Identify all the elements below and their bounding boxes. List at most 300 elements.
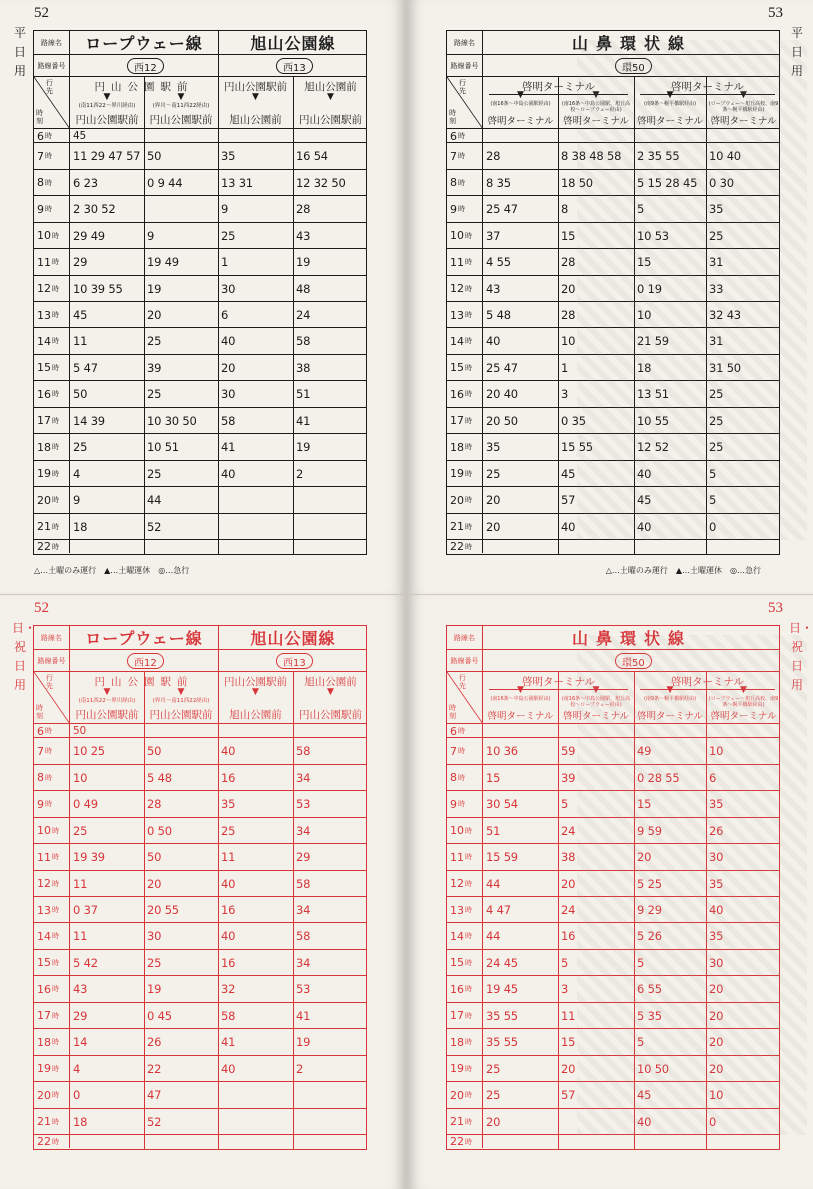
down-arrow-icon: ▼ — [177, 92, 185, 102]
departure-times: 5 26 — [637, 929, 662, 944]
hour-cell — [447, 1003, 483, 1029]
hour-cell — [34, 1056, 70, 1082]
via-route: (南9条〜幌平橋駅経由) — [643, 101, 697, 107]
departure-times: 40 — [221, 1061, 236, 1076]
departure-times: 50 — [73, 387, 88, 402]
page-number: 52 — [34, 600, 49, 616]
down-arrow-icon: ▼ — [666, 685, 674, 695]
departure-times: 25 — [486, 1088, 501, 1103]
column-divider — [144, 724, 145, 1149]
hour-number: 16 — [450, 387, 464, 401]
hour-label: 時刻 — [449, 704, 456, 720]
departure-times: 10 50 — [637, 1061, 669, 1076]
hour-number: 21 — [37, 520, 51, 534]
destination-top: 円山公園駅前 — [224, 81, 287, 93]
departure-times — [218, 1135, 293, 1148]
hour-number: 15 — [450, 361, 464, 375]
destination-bottom: 啓明ターミナル — [636, 711, 704, 722]
hour-suffix: 時 — [45, 727, 52, 735]
hour-number: 7 — [450, 744, 457, 758]
departure-times: 58 — [296, 744, 311, 759]
departure-times: 19 — [296, 255, 311, 270]
hour-number: 19 — [37, 467, 51, 481]
departure-times: 28 — [147, 797, 162, 812]
hour-label: 時刻 — [36, 109, 43, 125]
departure-times: 35 — [709, 876, 724, 891]
departure-times: 40 — [221, 334, 236, 349]
departure-times: 15 — [637, 797, 652, 812]
departure-times: 20 — [709, 1035, 724, 1050]
departure-times: 30 — [709, 955, 724, 970]
departure-times — [70, 1135, 144, 1148]
departure-times: 26 — [709, 823, 724, 838]
departure-times: 34 — [296, 955, 311, 970]
hour-cell — [34, 514, 70, 540]
departure-times: 11 — [73, 929, 88, 944]
hour-number: 6 — [450, 724, 457, 738]
hour-cell — [447, 897, 483, 923]
departure-times: 14 39 — [73, 413, 105, 428]
departure-times: 4 — [73, 1061, 81, 1076]
departure-times: 0 9 44 — [147, 175, 183, 190]
departure-times: 38 — [561, 850, 576, 865]
departure-times: 58 — [221, 413, 236, 428]
hour-cell — [447, 196, 483, 222]
departure-times: 0 28 55 — [637, 770, 680, 785]
departure-times: 51 — [296, 387, 311, 402]
departure-times: 53 — [296, 982, 311, 997]
hour-suffix: 時 — [465, 311, 472, 320]
hour-cell — [447, 923, 483, 949]
departure-times: 19 — [147, 281, 162, 296]
hour-number: 18 — [450, 440, 464, 454]
departure-times: 11 29 47 57 — [73, 149, 141, 164]
departure-times: 16 — [221, 955, 236, 970]
destination-row — [34, 77, 366, 129]
hour-number: 22 — [37, 1135, 51, 1148]
departure-times: 57 — [561, 493, 576, 508]
hour-number: 8 — [450, 176, 457, 190]
destination-group: 啓明ターミナル — [640, 79, 775, 95]
departure-times: 29 — [73, 1008, 88, 1023]
departure-times — [634, 1135, 706, 1148]
hour-cell — [447, 328, 483, 354]
hour-suffix: 時 — [465, 1011, 472, 1020]
departure-times: 26 — [147, 1035, 162, 1050]
number-label: 路線番号 — [34, 650, 70, 671]
departure-times: 51 — [486, 823, 501, 838]
departure-times: 50 — [73, 725, 86, 737]
hour-cell — [34, 196, 70, 222]
hour-number: 8 — [37, 176, 44, 190]
departure-times: 39 — [147, 360, 162, 375]
departure-times: 40 — [637, 1114, 652, 1129]
departure-times: 20 40 — [486, 387, 518, 402]
departure-times: 25 — [709, 413, 724, 428]
departure-times: 59 — [561, 744, 576, 759]
route-name-row — [447, 31, 779, 55]
hour-suffix: 時 — [465, 1137, 472, 1146]
hour-suffix: 時 — [52, 337, 59, 346]
hour-number: 12 — [37, 282, 51, 296]
column-divider — [706, 672, 707, 723]
hour-suffix: 時 — [458, 800, 465, 809]
hour-number: 7 — [37, 149, 44, 163]
hour-number: 8 — [450, 771, 457, 785]
route-number-row — [447, 650, 779, 672]
destination-bottom: 円山公園駅前 — [75, 114, 139, 126]
route-label: 路線名 — [34, 626, 70, 649]
hour-number: 9 — [450, 202, 457, 216]
dest-label: 行先 — [46, 674, 53, 690]
column-divider — [218, 129, 219, 554]
hour-number: 9 — [37, 202, 44, 216]
departure-times — [144, 196, 218, 222]
departure-times: 58 — [296, 929, 311, 944]
departure-times: 25 — [709, 387, 724, 402]
route-number-badge: 西12 — [127, 653, 164, 669]
departure-times: 4 — [73, 466, 81, 481]
hour-cell — [34, 1082, 70, 1108]
hour-cell — [34, 143, 70, 169]
page-number: 53 — [768, 5, 783, 21]
departure-times — [218, 1109, 293, 1135]
departure-times: 25 47 — [486, 360, 518, 375]
departure-times: 5 42 — [73, 955, 98, 970]
hour-suffix: 時 — [52, 258, 59, 267]
column-divider — [558, 129, 559, 554]
departure-times: 0 30 — [709, 175, 734, 190]
departure-times: 19 45 — [486, 982, 518, 997]
via-route: (界川〜南11西22経由) — [152, 698, 210, 704]
hour-cell — [34, 461, 70, 487]
departure-times: 19 — [147, 982, 162, 997]
hour-number: 22 — [450, 1135, 464, 1148]
hour-cell — [34, 976, 70, 1002]
departure-times: 16 — [561, 929, 576, 944]
departure-times: 44 — [486, 876, 501, 891]
departure-times: 10 36 — [486, 744, 518, 759]
departure-times: 29 — [73, 255, 88, 270]
departure-times: 52 — [147, 1114, 162, 1129]
via-route: (南11西22〜界川経由) — [78, 103, 136, 109]
hour-suffix: 時 — [52, 1091, 59, 1100]
hour-number: 6 — [37, 724, 44, 738]
down-arrow-icon: ▼ — [740, 90, 747, 100]
hour-number: 17 — [37, 1009, 51, 1023]
hour-suffix: 時 — [52, 469, 59, 478]
hour-cell — [34, 129, 70, 143]
destination-bottom: 啓明ターミナル — [710, 711, 777, 722]
hour-cell — [447, 487, 483, 513]
route-number-row — [447, 55, 779, 77]
departure-times — [483, 540, 558, 553]
departure-times: 25 — [73, 440, 88, 455]
hour-label: 時刻 — [449, 109, 456, 125]
hour-number: 14 — [450, 334, 464, 348]
departure-times: 11 — [73, 334, 88, 349]
dest-hour-label — [447, 672, 483, 723]
departure-times — [706, 129, 781, 143]
hour-suffix: 時 — [45, 152, 52, 161]
hour-number: 8 — [37, 771, 44, 785]
route-name: 山鼻環状線 — [571, 34, 692, 53]
destination-bottom: 円山公園駅前 — [149, 709, 213, 721]
hour-suffix: 時 — [52, 985, 59, 994]
hour-number: 7 — [450, 149, 457, 163]
hour-suffix: 時 — [52, 879, 59, 888]
hour-number: 14 — [37, 929, 51, 943]
hour-suffix: 時 — [465, 958, 472, 967]
departure-times: 10 53 — [637, 228, 669, 243]
departure-times: 2 — [296, 1061, 304, 1076]
route-number-badge: 環50 — [615, 58, 652, 74]
destination-bottom: 円山公園駅前 — [75, 709, 139, 721]
departure-times — [70, 540, 144, 553]
hour-cell — [34, 302, 70, 328]
hour-suffix: 時 — [465, 284, 472, 293]
hour-suffix: 時 — [465, 231, 472, 240]
hour-cell — [34, 540, 70, 553]
departure-times: 13 51 — [637, 387, 669, 402]
departure-times: 15 59 — [486, 850, 518, 865]
departure-times: 8 35 — [486, 175, 511, 190]
departure-times: 45 — [73, 130, 86, 142]
number-label: 路線番号 — [447, 650, 483, 671]
hour-number: 10 — [37, 229, 51, 243]
departure-times: 40 — [221, 744, 236, 759]
hour-suffix: 時 — [465, 390, 472, 399]
side-label: 平日用 — [13, 26, 26, 78]
departure-times: 9 59 — [637, 823, 662, 838]
departure-times: 2 35 55 — [637, 149, 680, 164]
departure-times: 1 — [221, 255, 229, 270]
hour-number: 16 — [450, 982, 464, 996]
departure-times: 20 — [561, 876, 576, 891]
departure-times: 20 — [709, 982, 724, 997]
hour-cell — [447, 355, 483, 381]
hour-cell — [447, 1029, 483, 1055]
departure-times — [706, 724, 781, 738]
hour-cell — [447, 764, 483, 790]
departure-times: 31 50 — [709, 360, 741, 375]
departure-times: 40 — [221, 929, 236, 944]
departure-times: 16 — [221, 903, 236, 918]
departure-times: 6 — [221, 308, 229, 323]
column-divider — [558, 724, 559, 1149]
departure-times: 25 — [709, 228, 724, 243]
departure-times: 44 — [147, 493, 162, 508]
down-arrow-icon: ▼ — [252, 687, 259, 697]
destination-top: 円山公園駅前 — [224, 676, 287, 688]
departure-times: 40 — [221, 876, 236, 891]
departure-times: 31 — [709, 255, 724, 270]
hour-cell — [447, 870, 483, 896]
departure-times: 38 — [296, 360, 311, 375]
route-number-badge: 環50 — [615, 653, 652, 669]
departure-times: 10 25 — [73, 744, 105, 759]
departure-times: 5 — [637, 202, 645, 217]
hour-cell — [34, 328, 70, 354]
departure-times: 39 — [561, 770, 576, 785]
destination-top: 旭山公園前 — [304, 81, 357, 93]
destination-bottom: 円山公園駅前 — [299, 709, 362, 721]
hour-suffix: 時 — [52, 958, 59, 967]
hour-suffix: 時 — [465, 258, 472, 267]
departure-times: 20 — [147, 876, 162, 891]
departure-times: 22 — [147, 1061, 162, 1076]
column-divider — [144, 129, 145, 554]
dest-label: 行先 — [46, 79, 53, 95]
departure-times: 1 — [561, 360, 569, 375]
departure-times: 20 — [221, 360, 236, 375]
hour-cell — [447, 1135, 483, 1148]
departure-times: 15 — [561, 1035, 576, 1050]
timetable — [446, 625, 780, 1150]
hour-cell — [447, 408, 483, 434]
route-divider — [218, 626, 219, 649]
hour-number: 17 — [37, 414, 51, 428]
hour-cell — [447, 461, 483, 487]
column-divider — [218, 724, 219, 1149]
left-page — [0, 595, 406, 1189]
departure-times — [293, 1135, 368, 1148]
hour-suffix: 時 — [52, 1038, 59, 1047]
hour-cell — [34, 487, 70, 513]
dest-hour-label — [34, 77, 70, 128]
right-page — [407, 595, 813, 1189]
hour-cell — [34, 817, 70, 843]
hour-cell — [34, 791, 70, 817]
hour-number: 21 — [37, 1115, 51, 1129]
departure-times: 53 — [296, 797, 311, 812]
route-number-row — [34, 55, 366, 77]
departure-times: 0 37 — [73, 903, 98, 918]
departure-times: 30 54 — [486, 797, 518, 812]
holiday-spread — [0, 595, 813, 1189]
departure-times: 0 — [709, 519, 717, 534]
hour-suffix: 時 — [465, 522, 472, 531]
hour-number: 13 — [37, 308, 51, 322]
departure-times: 19 49 — [147, 255, 179, 270]
departure-times: 35 — [221, 797, 236, 812]
route-label: 路線名 — [447, 31, 483, 54]
hour-cell — [34, 738, 70, 764]
departure-times: 25 — [709, 440, 724, 455]
departure-times — [218, 540, 293, 553]
hour-cell — [447, 129, 483, 143]
departure-times: 11 — [221, 850, 236, 865]
hour-suffix: 時 — [465, 443, 472, 452]
departure-times: 15 — [486, 770, 501, 785]
departure-times — [558, 540, 634, 553]
departure-times — [634, 129, 706, 143]
destination-group: 啓明ターミナル — [640, 674, 775, 690]
via-route: (南16条〜中島公園駅、旭丘高校〜ロープウェー経由) — [561, 101, 631, 113]
hour-number: 20 — [450, 1088, 464, 1102]
route-number-badge: 西13 — [276, 653, 313, 669]
hour-number: 14 — [37, 334, 51, 348]
hour-number: 22 — [37, 540, 51, 553]
route-name-row — [447, 626, 779, 650]
departure-times: 35 55 — [486, 1008, 518, 1023]
departure-times: 50 — [147, 850, 162, 865]
departure-times: 45 — [637, 493, 652, 508]
hour-cell — [34, 249, 70, 275]
departure-times: 5 47 — [73, 360, 98, 375]
departure-times: 52 — [147, 519, 162, 534]
departure-times: 34 — [296, 770, 311, 785]
via-route: (南9条〜幌平橋駅経由) — [643, 696, 697, 702]
hour-suffix: 時 — [465, 416, 472, 425]
hour-cell — [447, 976, 483, 1002]
hour-suffix: 時 — [52, 1117, 59, 1126]
departure-times: 11 — [561, 1008, 576, 1023]
hour-suffix: 時 — [52, 231, 59, 240]
departure-times: 41 — [221, 440, 236, 455]
departure-times: 12 52 — [637, 440, 669, 455]
departure-times — [218, 724, 293, 738]
departure-times: 34 — [296, 903, 311, 918]
hour-number: 20 — [37, 493, 51, 507]
page-number: 52 — [34, 5, 49, 21]
hour-cell — [447, 724, 483, 738]
departure-times: 6 — [709, 770, 717, 785]
destination-row — [447, 77, 779, 129]
departure-times: 8 38 48 58 — [561, 149, 622, 164]
departure-times: 25 — [221, 823, 236, 838]
departure-times: 0 35 — [561, 413, 586, 428]
departure-times: 45 — [561, 466, 576, 481]
departure-times: 33 — [709, 281, 724, 296]
hour-suffix: 時 — [52, 1137, 59, 1146]
departure-times: 6 23 — [73, 175, 98, 190]
left-page — [0, 0, 406, 594]
hour-suffix: 時 — [45, 178, 52, 187]
hour-number: 15 — [37, 956, 51, 970]
destination-row — [447, 672, 779, 724]
timetable — [446, 30, 780, 555]
departure-times: 24 — [561, 903, 576, 918]
route-number-row — [34, 650, 366, 672]
hour-number: 16 — [37, 982, 51, 996]
departure-times: 25 — [147, 387, 162, 402]
destination-bottom: 啓明ターミナル — [710, 116, 777, 127]
departure-times: 9 — [73, 493, 81, 508]
column-divider — [634, 724, 635, 1149]
departure-times — [293, 514, 368, 540]
hour-cell — [34, 222, 70, 248]
departure-times: 0 — [709, 1114, 717, 1129]
departure-times: 40 — [637, 519, 652, 534]
departure-times — [218, 514, 293, 540]
departure-times — [706, 1135, 781, 1148]
hour-number: 12 — [37, 877, 51, 891]
departure-times: 20 — [709, 1061, 724, 1076]
destination-bottom: 旭山公園前 — [229, 114, 282, 126]
hour-number: 20 — [37, 1088, 51, 1102]
departure-times: 13 31 — [221, 175, 253, 190]
departure-times: 20 — [486, 493, 501, 508]
departure-times: 14 — [73, 1035, 88, 1050]
departure-times: 40 — [221, 466, 236, 481]
hour-number: 19 — [37, 1062, 51, 1076]
departure-times: 20 — [561, 1061, 576, 1076]
hour-cell — [34, 764, 70, 790]
departure-times: 19 — [296, 440, 311, 455]
departure-times — [144, 724, 218, 738]
hour-suffix: 時 — [52, 522, 59, 531]
